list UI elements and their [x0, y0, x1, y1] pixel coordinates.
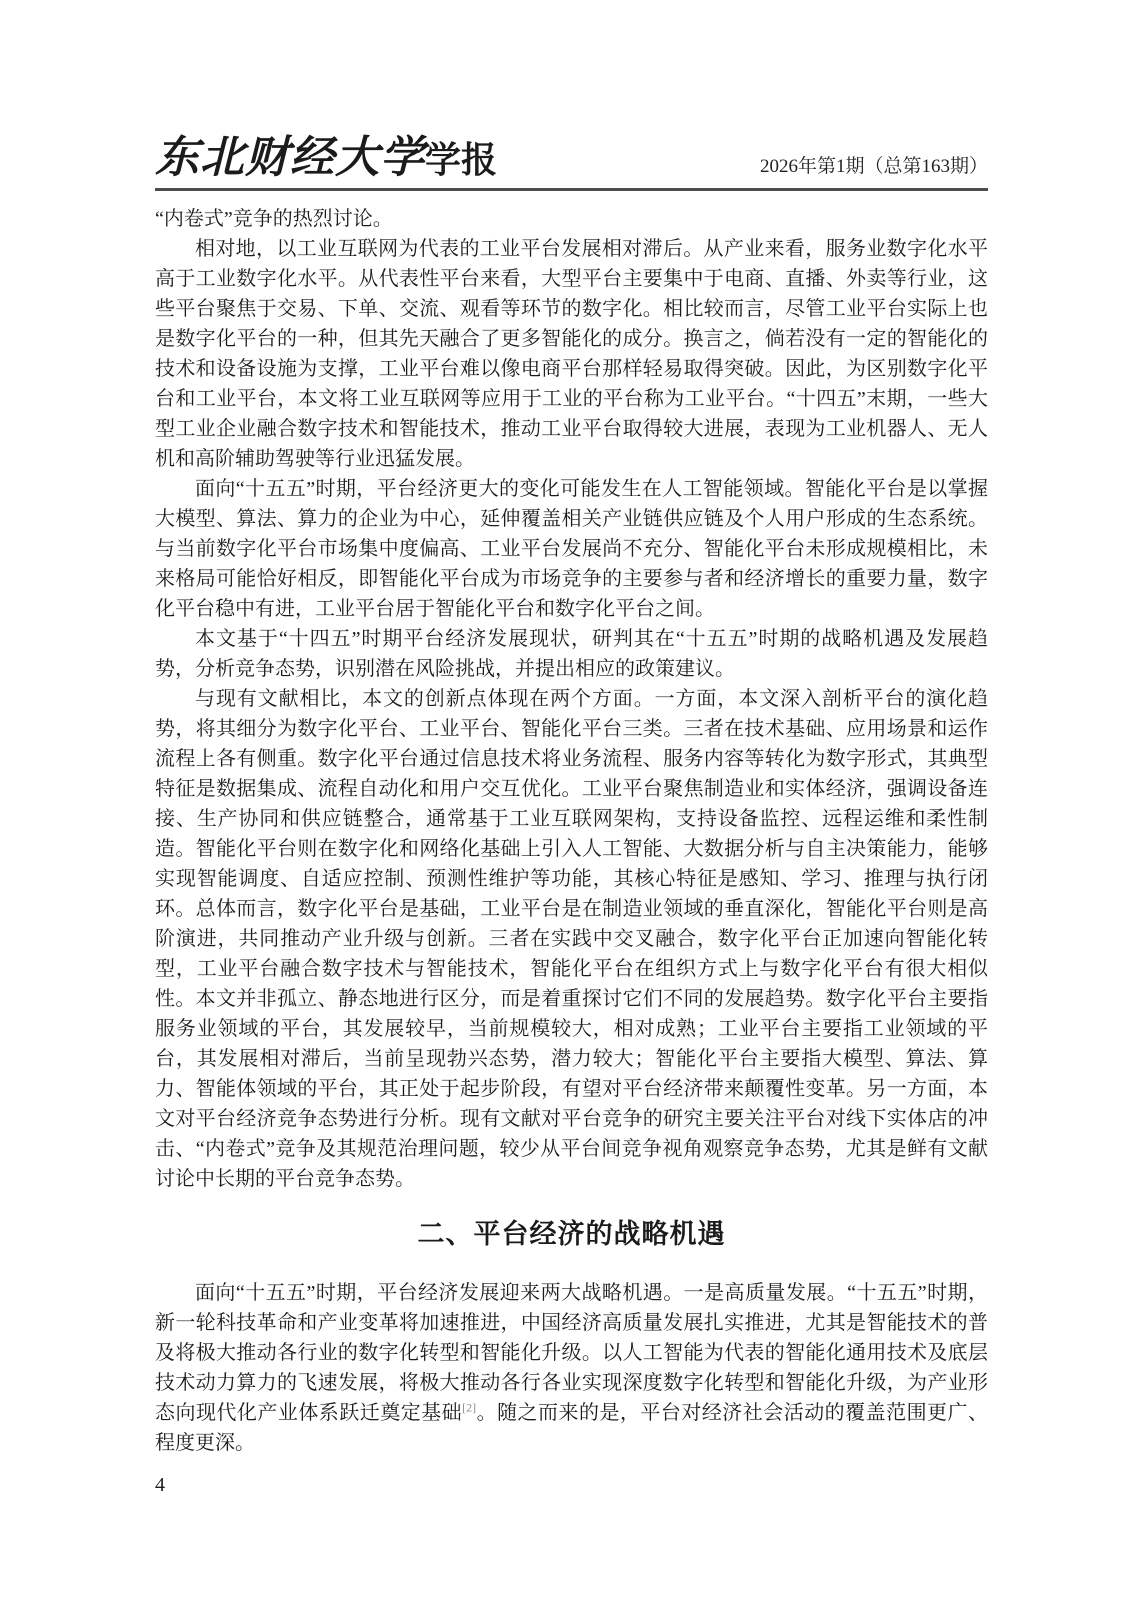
page-number: 4: [155, 1474, 165, 1496]
header-row: [155, 133, 988, 188]
journal-logo-calligraphy: 东北财经大学: [155, 133, 425, 182]
journal-logo: [155, 133, 498, 182]
header-rule: [155, 188, 988, 191]
paragraph-research-purpose: 本文基于“十四五”时期平台经济发展现状，研判其在“十五五”时期的战略机遇及发展趋势，分析竞争态势，识别潜在风险挑战，并提出相应的政策建议。: [155, 628, 988, 680]
paragraph-fifteenth-plan-outlook: 面向“十五五”时期，平台经济更大的变化可能发生在人工智能领域。智能化平台是以掌握大模型、算法、算力的企业为中心，延伸覆盖相关产业链供应链及个人用户形成的生态系统。与当前数字化平台市场集中度偏高、工业平台发展尚不充分、智能化平台未形成规模相比，未来格局可能恰好相反，即智能化平台成为市场竞争的主要参与者和经济增长的重要力量，数字化平台稳中有进，工业平台居于智能化平台和数字化平台之间。: [155, 478, 988, 620]
section-heading: 二、平台经济的战略机遇: [417, 1219, 726, 1249]
page-footer: [155, 1474, 988, 1497]
issue-info: 2026年第1期（总第163期）: [759, 156, 988, 177]
citation-ref: [2]: [462, 1400, 477, 1415]
paragraph-continuation: “内卷式”竞争的热烈讨论。: [155, 208, 393, 230]
paragraph-text-after-ref: 。随之而来的是，平台对经济社会活动的覆盖范围更广、程度更深。: [155, 1402, 988, 1454]
paragraph-strategic-opportunities: [155, 1278, 988, 1458]
journal-logo-suffix: 学报: [425, 140, 498, 180]
paragraph-industrial-platform: 相对地，以工业互联网为代表的工业平台发展相对滞后。从产业来看，服务业数字化水平高于工业数字化水平。从代表性平台来看，大型平台主要集中于电商、直播、外卖等行业，这些平台聚焦于交易、下单、交流、观看等环节的数字化。相比较而言，尽管工业平台实际上也是数字化平台的一种，但其先天融合了更多智能化的成分。换言之，倘若没有一定的智能化的技术和设备设施为支撑，工业平台难以像电商平台那样轻易取得突破。因此，为区别数字化平台和工业平台，本文将工业互联网等应用于工业的平台称为工业平台。“十四五”末期，一些大型工业企业融合数字技术和智能技术，推动工业平台取得较大进展，表现为工业机器人、无人机和高阶辅助驾驶等行业迅猛发展。: [155, 238, 988, 470]
paragraph-text-before-ref: 面向“十五五”时期，平台经济发展迎来两大战略机遇。一是高质量发展。“十五五”时期，新一轮科技革命和产业变革将加速推进，中国经济高质量发展扎实推进，尤其是智能技术的普及将极大推动各行业的数字化转型和智能化升级。以人工智能为代表的智能化通用技术及底层技术动力算力的飞速发展，将极大推动各行各业实现深度数字化转型和智能化升级，为产业形态向现代化产业体系跃迁奠定基础: [155, 1282, 988, 1424]
paragraph-innovation-points: 与现有文献相比，本文的创新点体现在两个方面。一方面，本文深入剖析平台的演化趋势，将其细分为数字化平台、工业平台、智能化平台三类。三者在技术基础、应用场景和运作流程上各有侧重。数字化平台通过信息技术将业务流程、服务内容等转化为数字形式，其典型特征是数据集成、流程自动化和用户交互优化。工业平台聚焦制造业和实体经济，强调设备连接、生产协同和供应链整合，通常基于工业互联网架构，支持设备监控、远程运维和柔性制造。智能化平台则在数字化和网络化基础上引入人工智能、大数据分析与自主决策能力，能够实现智能调度、自适应控制、预测性维护等功能，其核心特征是感知、学习、推理与执行闭环。总体而言，数字化平台是基础，工业平台是在制造业领域的垂直深化，智能化平台则是高阶演进，共同推动产业升级与创新。三者在实践中交叉融合，数字化平台正加速向智能化转型，工业平台融合数字技术与智能技术，智能化平台在组织方式上与数字化平台有很大相似性。本文并非孤立、静态地进行区分，而是着重探讨它们不同的发展趋势。数字化平台主要指服务业领域的平台，其发展较早，当前规模较大，相对成熟；工业平台主要指工业领域的平台，其发展相对滞后，当前呈现勃兴态势，潜力较大；智能化平台主要指大模型、算法、算力、智能体领域的平台，其正处于起步阶段，有望对平台经济带来颠覆性变革。另一方面，本文对平台经济竞争态势进行分析。现有文献对平台竞争的研究主要关注平台对线下实体店的冲击、“内卷式”竞争及其规范治理问题，较少从平台间竞争视角观察竞争态势，尤其是鲜有文献讨论中长期的平台竞争态势。: [155, 688, 988, 1190]
article-body: [155, 204, 988, 1458]
page-header: [155, 133, 988, 191]
